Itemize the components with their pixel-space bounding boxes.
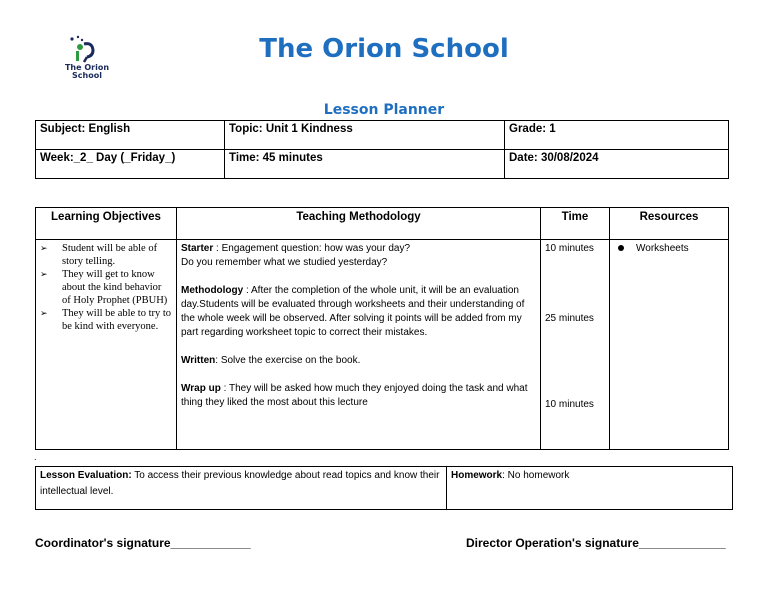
topic-cell: Topic: Unit 1 Kindness — [225, 121, 505, 150]
time-cell: Time: 45 minutes — [225, 150, 505, 179]
document-title: Lesson Planner — [323, 102, 445, 118]
arrow-bullet-icon: ➢ — [40, 243, 48, 253]
objectives-cell — [36, 240, 177, 450]
evaluation-table — [35, 466, 733, 510]
arrow-bullet-icon: ➢ — [40, 269, 48, 279]
objectives-header: Learning Objectives — [36, 208, 177, 240]
school-logo — [58, 34, 122, 84]
director-signature: Director Operation's signature_____________ — [466, 536, 726, 550]
arrow-bullet-icon: ➢ — [40, 308, 48, 318]
logo-text-line2: School — [72, 71, 102, 80]
objective-item: ➢ Student will be able of story telling. — [40, 243, 158, 267]
orion-logo-icon — [58, 34, 122, 66]
resources-header: Resources — [610, 208, 729, 240]
logo-text-line1: The Orion — [64, 63, 110, 72]
stray-mark: . — [34, 452, 37, 462]
methodology-paragraph: Methodology : After the completion of the whole unit, it will be an evaluation day.Students will be evaluated through worksheets and their understanding of the whole week will be observed. After solving it points will be added from my part regarding worksheet topic to correct their mistakes. — [181, 285, 525, 338]
homework-cell: Homework: No homework — [447, 467, 733, 510]
objective-item: ➢ They will get to know about the kind behavior of Holy Prophet (PBUH) — [40, 269, 168, 306]
starter-paragraph: Starter : Engagement question: how was your day? Do you remember what we studied yesterday? — [181, 243, 411, 268]
times-cell — [541, 240, 610, 450]
school-name: The Orion School — [259, 34, 509, 64]
subject-cell: Subject: English — [36, 121, 225, 150]
methodology-time: 25 minutes — [545, 313, 594, 324]
methodology-header: Teaching Methodology — [177, 208, 541, 240]
bullet-icon — [618, 245, 624, 251]
logo-caption — [58, 64, 116, 80]
wrapup-paragraph: Wrap up : They will be asked how much they enjoyed doing the task and what thing they liked the most about this lecture — [181, 383, 528, 408]
date-cell: Date: 30/08/2024 — [505, 150, 729, 179]
grade-cell: Grade: 1 — [505, 121, 729, 150]
lesson-plan-table — [35, 207, 729, 450]
resources-cell — [610, 240, 729, 450]
wrapup-time: 10 minutes — [545, 399, 594, 410]
written-paragraph: Written: Solve the exercise on the book. — [181, 355, 361, 366]
coordinator-signature: Coordinator's signature____________ — [35, 536, 251, 550]
time-header: Time — [541, 208, 610, 240]
week-cell: Week:_2_ Day (_Friday_) — [36, 150, 225, 179]
objective-item: ➢ They will be able to try to be kind with everyone. — [40, 308, 172, 332]
lesson-evaluation-cell: Lesson Evaluation: To access their previous knowledge about read topics and know their intellectual level. — [36, 467, 447, 510]
starter-time: 10 minutes — [545, 243, 594, 254]
lesson-info-table — [35, 120, 729, 179]
methodology-cell — [177, 240, 541, 450]
objectives-list — [40, 242, 172, 333]
resource-item: Worksheets — [636, 243, 689, 254]
